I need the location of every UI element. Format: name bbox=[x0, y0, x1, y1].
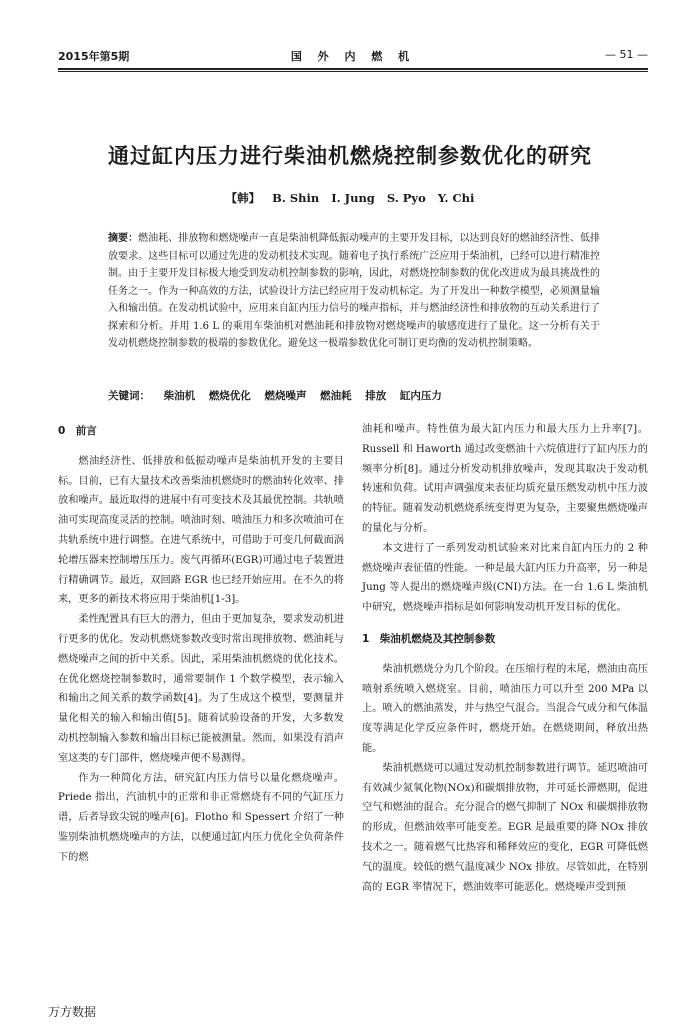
page-number: — 51 — bbox=[605, 48, 648, 61]
paragraph: 柴油机燃烧可以通过发动机控制参数进行调节。延迟喷油可有效减少氮氧化物(NOx)和碳烟排放物，并可延长滞燃期，促进空气和燃油的混合。充分混合的燃气抑制了 NOx 和碳烟排放物的形成，但燃油效率可能变差。EGR 是最重要的降 NOx 排放技术之一。随着燃气比热容和稀释效应的变化，EGR 可降低燃气的温度。较低的燃气温度减少 NOx 排放。尽管如此，在特别高的 EGR 率情况下，燃油效率可能恶化。燃烧噪声受到预 bbox=[362, 762, 648, 893]
section-heading: 1 柴油机燃烧及其控制参数 bbox=[362, 632, 496, 645]
header-divider-thin bbox=[58, 71, 648, 72]
keyword: 缸内压力 bbox=[399, 390, 442, 402]
paragraph: 柴油机燃烧分为几个阶段。在压缩行程的末尾，燃油由高压喷射系统喷入燃烧室。目前，喷油压力可以升至 200 MPa 以上。喷入的燃油蒸发，并与热空气混合。当混合气成分和气体温度等满足化学反应条件时，燃烧开始。在燃烧期间，释放出热能。 bbox=[362, 663, 648, 754]
keyword: 燃油耗 bbox=[320, 390, 352, 402]
abstract-text: 燃油耗、排放物和燃烧噪声一直是柴油机降低振动噪声的主要开发目标，以达到良好的燃油经济性、低排放要求。这些目标可以通过先进的发动机技术实现。随着电子执行系统广泛应用于柴油机，已经可以进行精准控制。由于主要开发目标极大地受到发动机控制参数的影响，因此，对燃烧控制参数的优化改进成为最具挑战性的任务之一。作为一种高效的方法，试验设计方法已经应用于发动机标定。为了开发出一种数学模型，必须测量输入和输出值。在发动机试验中，应用来自缸内压力信号的噪声指标，并与燃油经济性和排放物的互动关系进行了探索和分析。并用 1.6 L 的乘用车柴油机对燃油耗和排放物对燃烧噪声的敏感度进行了量化。这一分析有关于发动机燃烧控制参数的极端的参数优化。避免这一极端参数优化可制订更均衡的发动机控制策略。 bbox=[108, 233, 600, 349]
author-country: 【韩】 bbox=[225, 191, 261, 205]
keywords-label: 关键词： bbox=[108, 390, 150, 402]
author-name: S. Pyo bbox=[386, 191, 426, 205]
right-column bbox=[362, 420, 648, 897]
issue-label: 2015年第5期 bbox=[58, 50, 130, 63]
section-heading: 0 前言 bbox=[58, 425, 97, 437]
keyword: 排放 bbox=[365, 390, 387, 402]
keywords bbox=[108, 388, 600, 403]
abstract-label: 摘要： bbox=[108, 233, 139, 244]
watermark-footer: 万方数据 bbox=[48, 1005, 97, 1019]
paper-title: 通过缸内压力进行柴油机燃烧控制参数优化的研究 bbox=[108, 144, 592, 168]
author-name: I. Jung bbox=[331, 191, 375, 205]
header-divider bbox=[58, 68, 648, 70]
abstract bbox=[108, 230, 600, 353]
journal-name: 国 外 内 燃 机 bbox=[290, 50, 416, 63]
author-line bbox=[0, 190, 700, 206]
paragraph: 柔性配置具有巨大的潜力，但由于更加复杂，要求发动机进行更多的优化。发动机燃烧参数改变时常出现排放物、燃油耗与燃烧噪声之间的折中关系。因此，采用柴油机燃烧的优化技术。在优化燃烧控制参数时，通常要制作 1 个数学模型，表示输入和输出之间关系的数学函数[4]。为了生成这个模型，要测量并量化相关的输入和输出值[5]。随着试验设备的开发，大多数发动机控制输入参数和输出目标已能被测量。然而，如果没有消声室这类的专门部件，燃烧噪声便不易测得。 bbox=[58, 614, 344, 764]
paragraph: 作为一种简化方法，研究缸内压力信号以量化燃烧噪声。Priede 指出，汽油机中的正常和非正常燃烧有不同的气缸压力谱，后者导致尖锐的噪声[6]。Flotho 和 Spessert 介绍了一种鉴别柴油机燃烧噪声的方法，以便通过缸内压力优化全负荷条件下的燃 bbox=[58, 772, 344, 863]
author-name: B. Shin bbox=[272, 191, 320, 205]
paragraph: 油耗和噪声。特性值为最大缸内压力和最大压力上升率[7]。Russell 和 Haworth 通过改变燃油十六烷值进行了缸内压力的频率分析[8]。通过分析发动机排放噪声，发现其取决于发动机转速和负荷。试用声调强度来表征均质充量压燃发动机中压力波的特征。随着发动机燃烧系统变得更为复杂，主要聚焦燃烧噪声的量化与分析。 bbox=[362, 424, 648, 534]
keyword: 柴油机 bbox=[163, 390, 196, 402]
running-header bbox=[58, 48, 648, 66]
keyword: 燃烧噪声 bbox=[264, 390, 307, 402]
paragraph: 本文进行了一系列发动机试验来对比来自缸内压力的 2 种燃烧噪声表征值的性能。一种是最大缸内压力升高率，另一种是 Jung 等人提出的燃烧噪声级(CNI)方法。在一台 1.6 L 柴油机中研究，燃烧噪声指标是如何影响发动机开发目标的优化。 bbox=[362, 542, 648, 614]
keyword: 燃烧优化 bbox=[208, 390, 251, 402]
left-column bbox=[58, 420, 344, 868]
paragraph: 燃油经济性、低排放和低振动噪声是柴油机开发的主要目标。目前，已有大量技术改善柴油机燃烧时的燃油转化效率、排放和噪声。最近取得的进展中有可变技术及其最优控制。共轨喷油可实现高度灵活的控制。喷油时刻、喷油压力和多次喷油可在共轨系统中进行调整。在进气系统中，可借助于可变几何截面涡轮增压器来控制增压压力。废气再循环(EGR)可通过电子装置进行精确调节。最近，双回路 EGR 也已经开始应用。在不久的将来，更多的新技术将应用于柴油机[1-3]。 bbox=[58, 455, 344, 606]
author-name: Y. Chi bbox=[437, 191, 475, 205]
